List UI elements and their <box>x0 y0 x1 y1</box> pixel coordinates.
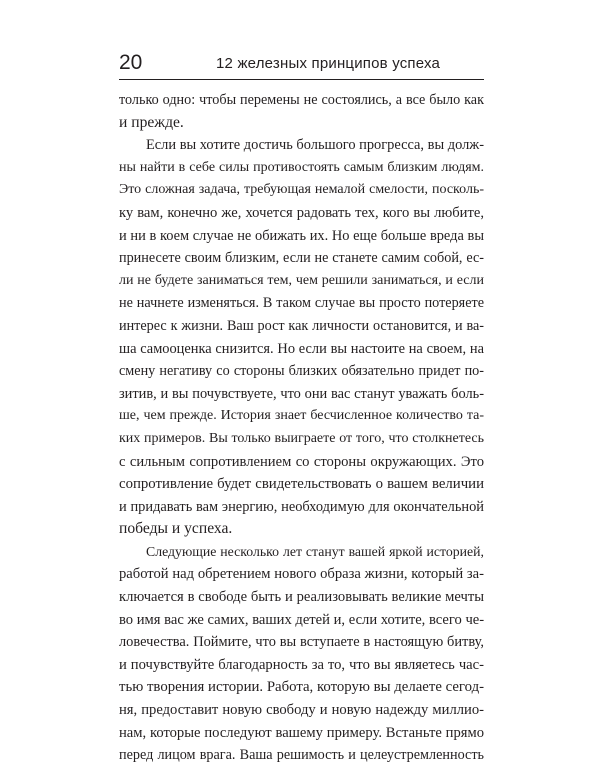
text-line: Это сложная задача, требующая немалой смелости, посколь- <box>119 182 484 198</box>
text-line: и почувствуйте благодарность за то, что вы являетесь час- <box>119 656 484 673</box>
text-line: ключается в свободе быть и реализовывать великие мечты <box>119 589 484 606</box>
page-number: 20 <box>119 51 143 74</box>
text-line: и ни в коем случае не обижать их. Но еще больше вреда вы <box>119 227 484 244</box>
text-line: принесете своим близким, если не станете самим собой, ес- <box>119 250 484 267</box>
text-line: смену негативу со стороны близких обязательно придет по- <box>119 363 484 380</box>
text-line: ку вам, конечно же, хочется радовать тех, кого вы любите, <box>119 204 484 221</box>
text-line: ких примеров. Вы только выиграете от того, что столкнетесь <box>119 430 484 446</box>
body-text <box>119 89 484 767</box>
running-title: 12 железных принципов успеха <box>216 55 441 72</box>
text-line: перед лицом врага. Ваша решимость и целеустремленность <box>119 747 484 764</box>
text-line: тью творения истории. Работа, которую вы делаете сегод- <box>119 679 485 696</box>
text-line: и придавать вам энергию, необходимую для окончательной <box>119 498 484 515</box>
text-line: зитив, и вы почувствуете, что они вас станут уважать боль- <box>119 385 484 402</box>
running-head <box>119 50 484 80</box>
text-line: Следующие несколько лет станут вашей яркой историей, <box>146 543 484 559</box>
text-line: ня, предоставит новую свободу и новую надежду миллио- <box>119 702 484 719</box>
text-line: ше, чем прежде. История знает бесчисленное количество та- <box>119 408 484 424</box>
text-line: ловечества. Поймите, что вы вступаете в настоящую битву, <box>119 634 484 651</box>
text-line: с сильным сопротивлением со стороны окружающих. Это <box>119 453 484 470</box>
text-line: не начнете изменяться. В таком случае вы просто потеряете <box>119 295 484 312</box>
text-line: интерес к жизни. Ваш рост как личности остановится, и ва- <box>119 317 484 334</box>
text-line: победы и успеха. <box>119 520 233 538</box>
text-line: Если вы хотите достичь большого прогресса, вы долж- <box>146 137 484 154</box>
text-line: ли не будете заниматься тем, чем решили заниматься, и если <box>119 272 484 288</box>
text-line: нам, которые последуют вашему примеру. Встаньте прямо <box>119 724 484 741</box>
text-line: ша самооценка снизится. Но если вы настоите на своем, на <box>119 340 484 357</box>
text-line: только одно: чтобы перемены не состоялись, а все было как <box>119 92 484 108</box>
text-line: работой над обретением нового образа жизни, который за- <box>119 566 484 583</box>
header-rule <box>119 79 484 80</box>
text-line: ны найти в себе силы противостоять самым близким людям. <box>119 159 484 175</box>
text-line: во имя вас же самих, ваших детей и, если хотите, всего че- <box>119 611 485 628</box>
text-line: и прежде. <box>119 113 184 131</box>
text-line: сопротивление будет свидетельствовать о вашем величии <box>119 476 484 493</box>
